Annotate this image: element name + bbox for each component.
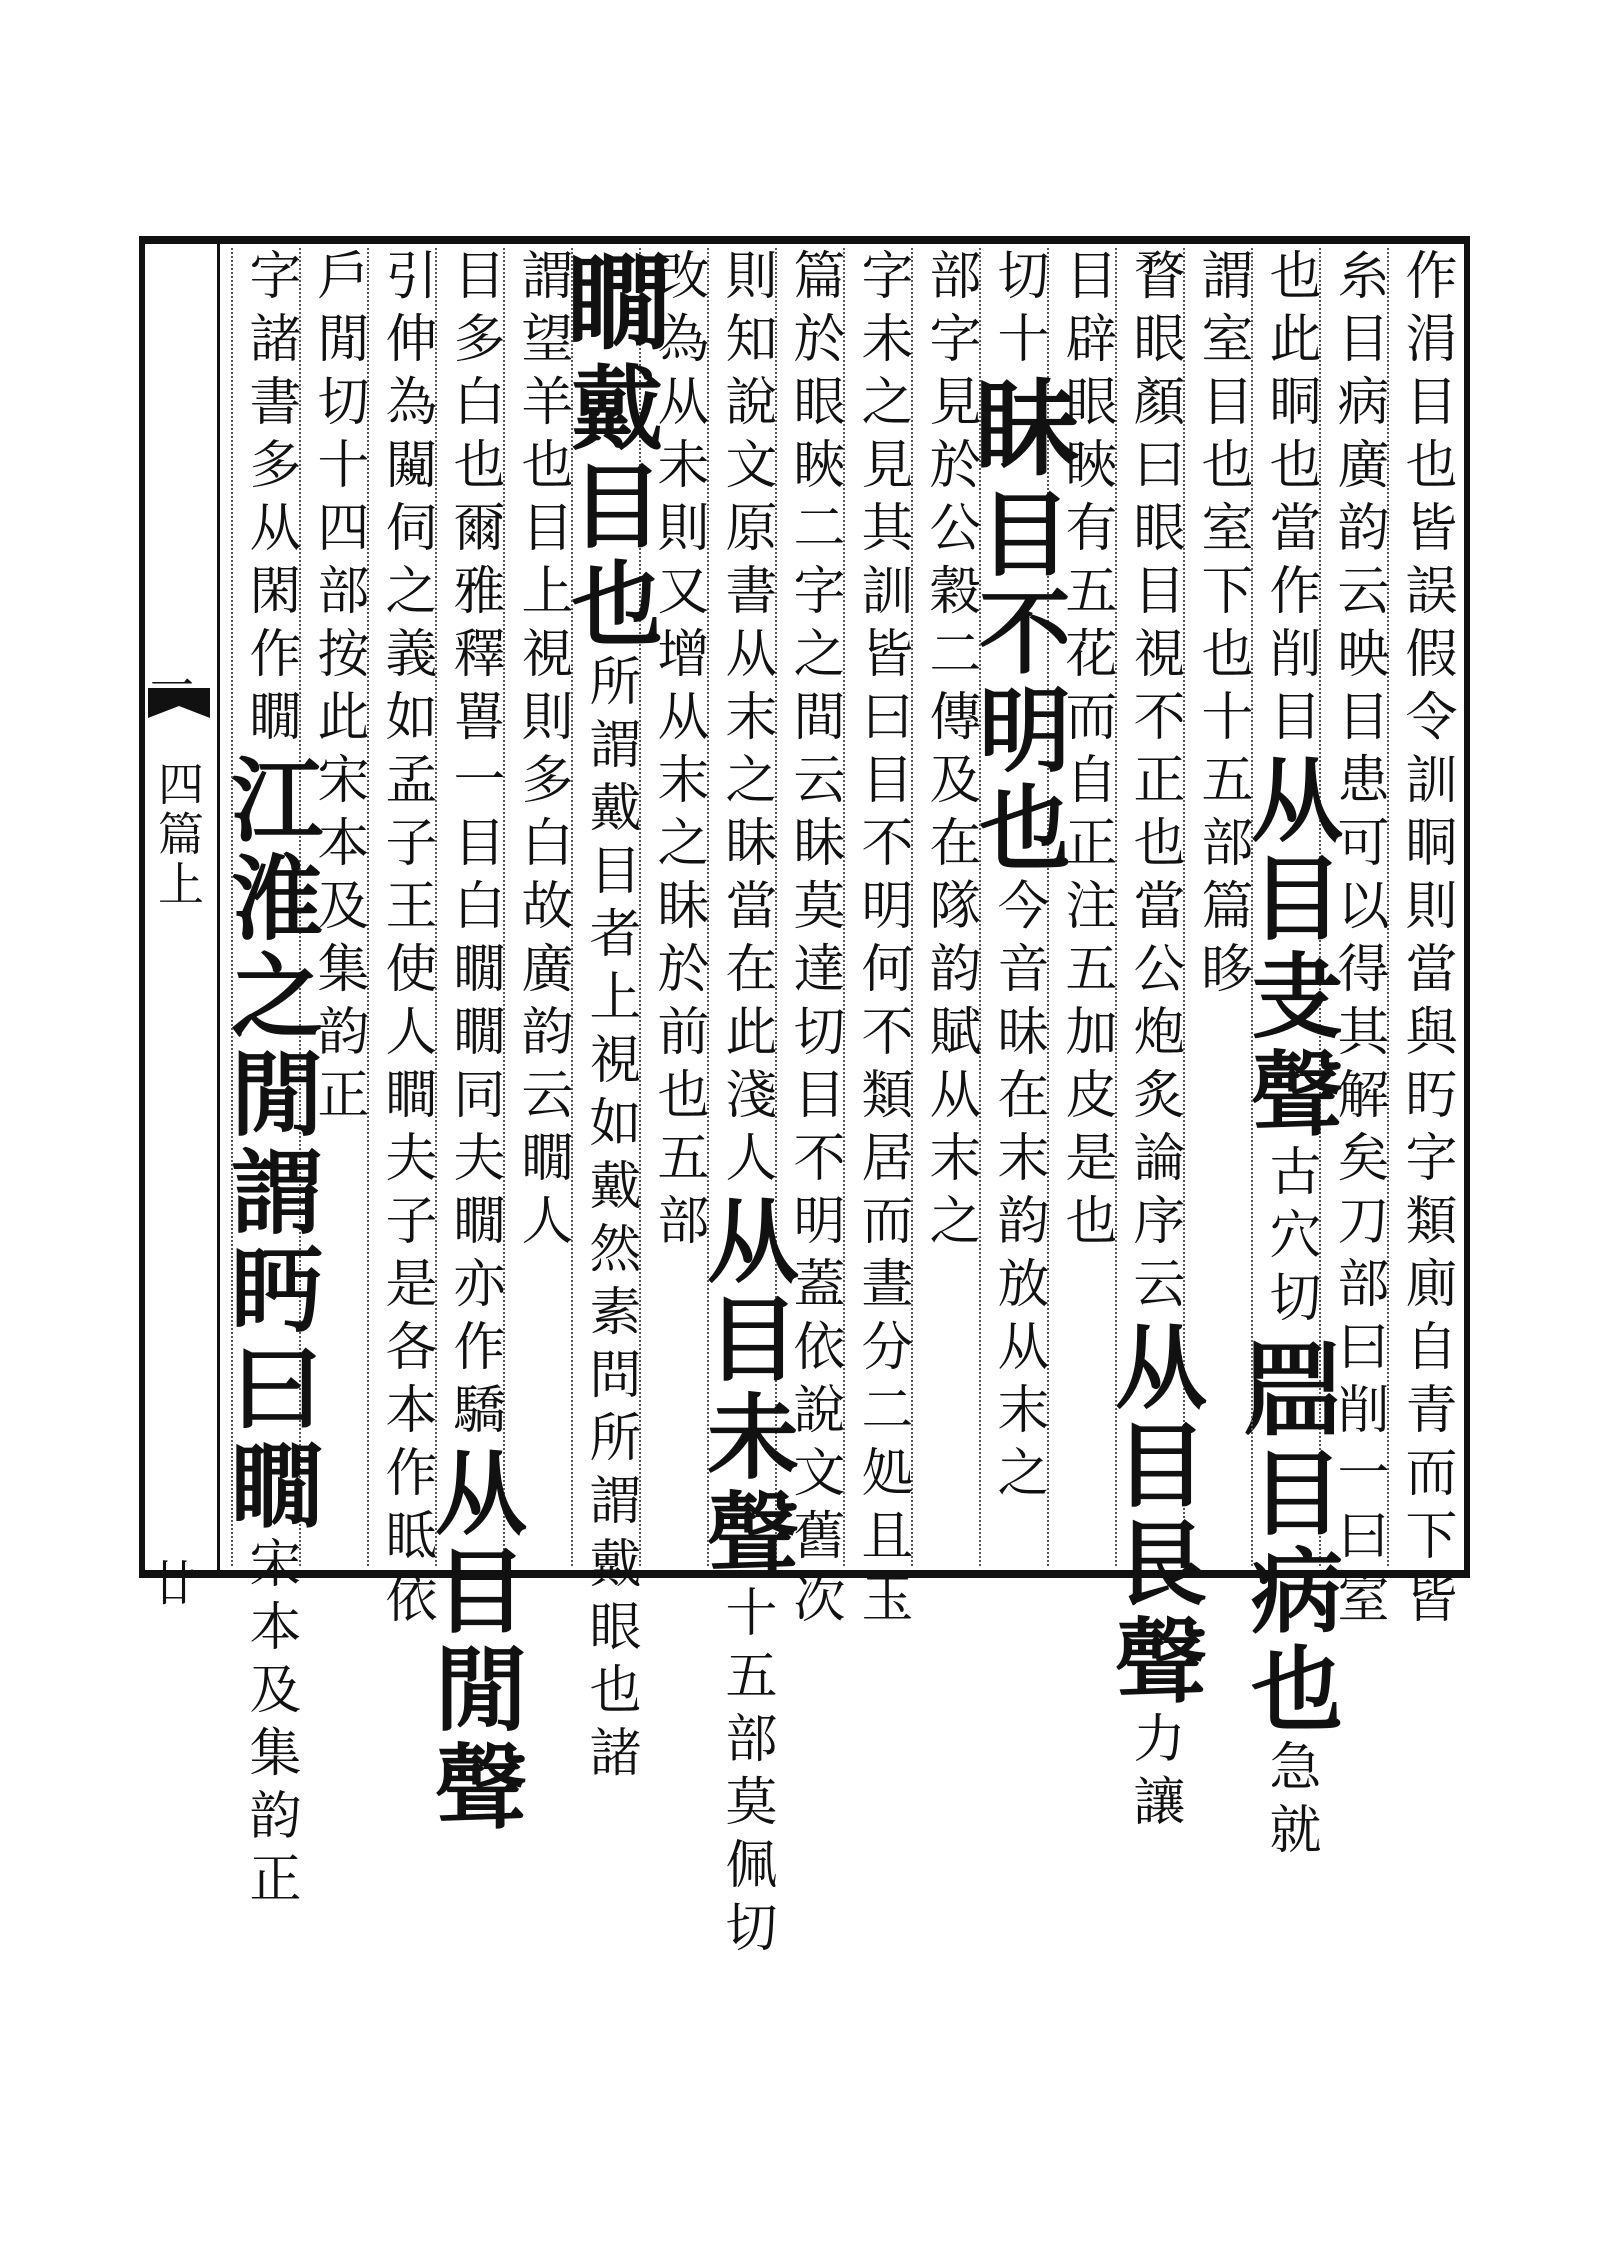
commentary-text: 宋本及集韵正: [240, 1536, 300, 1914]
text-column: [1100, 248, 1208, 1837]
headword-text: 从目閒聲: [420, 1445, 528, 1837]
commentary-text: 戶閒切十四部按此: [308, 248, 368, 752]
commentary-text: 十五部莫佩切: [716, 1585, 776, 1963]
headword-text: 江淮之閒謂眄曰瞯: [216, 752, 324, 1536]
commentary-text: 也此眮也當作削目: [1260, 248, 1320, 752]
commentary-text: 糸目病廣韵云映目患可以得其解矣刀部曰削一曰室: [1328, 248, 1388, 1634]
commentary-text: 力讓: [1124, 1711, 1184, 1837]
commentary-text: 部字見於公穀二傳及在隊韵賦从末之: [920, 248, 980, 1256]
commentary-text: 字未之見其訓皆曰目不明何不類居而晝分二処且玉: [852, 248, 912, 1634]
headword-text: 目病也: [1236, 1445, 1344, 1739]
commentary-text: 改為从未則又增从末之眛於前也: [648, 248, 708, 1130]
column-divider: [231, 248, 233, 1566]
text-column: [420, 248, 528, 1837]
text-column: [367, 248, 436, 1634]
text-column: [503, 248, 571, 1566]
seal-character: 瞯: [549, 248, 672, 360]
commentary-text: 作涓目也皆誤假令訓眮則當與䀎字類廁自青而下皆: [1396, 248, 1456, 1634]
commentary-text: 篇於眼䀹二字之間云眛莫達切目不明蓋依說文舊次: [784, 248, 844, 1634]
commentary-text: 十五部: [1192, 689, 1252, 878]
text-column: [843, 248, 912, 1634]
commentary-text: 目辟眼䀹有五花而自正注五加皮是也: [1056, 248, 1116, 1256]
page-number: 廿: [150, 1556, 199, 1612]
seal-character: 𥆞: [1229, 1333, 1352, 1445]
text-column: [549, 248, 672, 1788]
commentary-text: 則知說文原書从末之眛當在此淺人: [716, 248, 776, 1193]
commentary-text: 切十: [988, 248, 1048, 374]
commentary-text: 謂望羊也目上視則多白故廣韵云瞯人: [512, 248, 572, 1256]
text-column: [216, 248, 324, 1914]
commentary-text: 目多白也爾雅釋嘼一目白瞯瞯同夫瞯亦作驕: [444, 248, 504, 1445]
seal-character: 眛: [957, 374, 1080, 486]
headword-text: 戴目也: [556, 360, 664, 654]
commentary-text: 瞀眼顏曰眼目視不正也當公炮炙論序云: [1124, 248, 1184, 1319]
text-column: [1229, 248, 1352, 1865]
commentary-text: 謂室目也室下也: [1192, 248, 1252, 689]
commentary-text: 古穴切: [1260, 1144, 1320, 1333]
commentary-text: 篇眵: [1192, 878, 1252, 1004]
commentary-text: 急就: [1260, 1739, 1320, 1865]
commentary-text: 字諸書多从閑作瞯: [240, 248, 300, 752]
commentary-text: 引伸為闚伺之義如孟子王使人瞷夫子是各本作眡依: [376, 248, 436, 1634]
commentary-text: 今音昧在末韵放从末之: [988, 878, 1048, 1508]
text-column: [911, 248, 979, 1566]
headword-text: 从目未聲: [692, 1193, 800, 1585]
margin-mark: 一: [150, 661, 194, 712]
commentary-text: 宋本及集韵正: [308, 752, 368, 1130]
text-column: [957, 248, 1080, 1566]
headword-text: 从目艮聲: [1100, 1319, 1208, 1711]
margin-title: 四篇上: [151, 760, 205, 910]
text-column: [692, 248, 800, 1963]
commentary-text: 所謂戴目者上視如戴然素問所謂戴眼也諸: [580, 654, 640, 1788]
headword-text: 从目叏聲: [1236, 752, 1344, 1144]
text-column: [1387, 248, 1456, 1634]
commentary-text: 五部: [648, 1130, 708, 1256]
headword-text: 目不明也: [964, 486, 1072, 878]
